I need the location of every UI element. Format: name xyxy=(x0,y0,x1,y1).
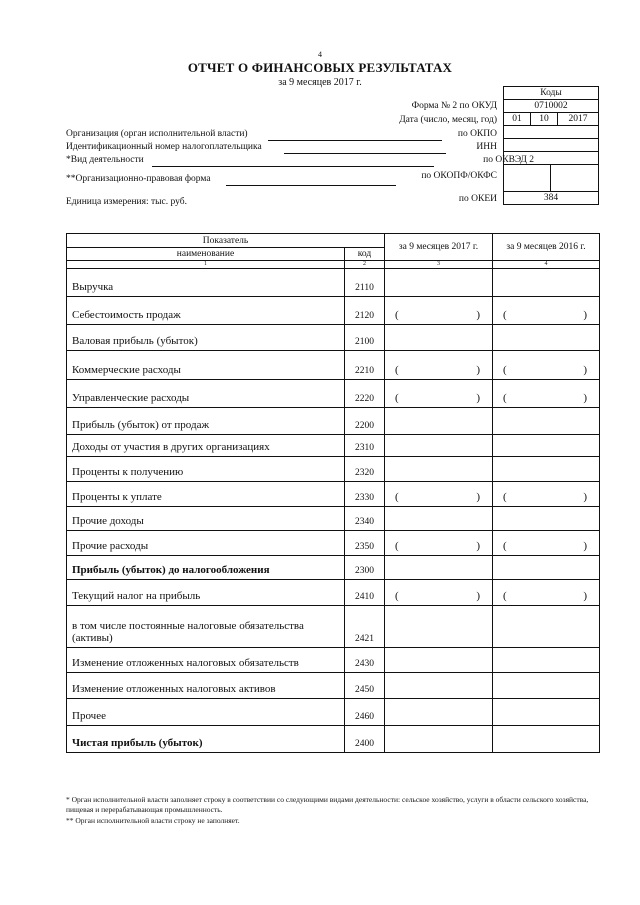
open-paren: ( xyxy=(395,540,399,552)
column-number-3: 3 xyxy=(385,261,493,269)
inn-line xyxy=(284,153,446,154)
close-paren: ) xyxy=(476,392,480,404)
row-code: 2330 xyxy=(345,482,385,507)
value-period2 xyxy=(493,531,600,556)
table-row xyxy=(67,606,600,648)
row-code: 2210 xyxy=(345,351,385,380)
open-paren: ( xyxy=(503,309,507,321)
row-name: Изменение отложенных налоговых обязательств xyxy=(67,648,345,673)
open-paren: ( xyxy=(503,491,507,503)
table-row xyxy=(67,482,600,507)
value-period1 xyxy=(385,726,493,753)
value-period1 xyxy=(385,580,493,606)
row-code: 2200 xyxy=(345,408,385,435)
row-code: 2400 xyxy=(345,726,385,753)
row-code: 2300 xyxy=(345,556,385,580)
value-period1 xyxy=(385,457,493,482)
row-name: Текущий налог на прибыль xyxy=(67,580,345,606)
date-year: 2017 xyxy=(557,112,599,126)
value-period1 xyxy=(385,435,493,457)
code-header: код xyxy=(345,248,385,261)
column-number-4: 4 xyxy=(493,261,600,269)
okei-label: по ОКЕИ xyxy=(458,194,497,204)
value-period2 xyxy=(493,699,600,726)
open-paren: ( xyxy=(503,364,507,376)
row-name: Проценты к уплате xyxy=(67,482,345,507)
report-title: ОТЧЕТ О ФИНАНСОВЫХ РЕЗУЛЬТАТАХ xyxy=(187,60,453,75)
value-period1 xyxy=(385,556,493,580)
value-period1 xyxy=(385,297,493,325)
okpo-label: по ОКПО xyxy=(457,129,497,139)
row-name: Прибыль (убыток) до налогообложения xyxy=(67,556,345,580)
table-row xyxy=(67,297,600,325)
inn-short-label: ИНН xyxy=(476,142,497,152)
table-row xyxy=(67,380,600,408)
legal-form-line xyxy=(226,185,396,186)
value-period2 xyxy=(493,269,600,297)
close-paren: ) xyxy=(583,590,587,602)
row-name: Прочие расходы xyxy=(67,531,345,556)
okopf-label: по ОКОПФ/ОКФС xyxy=(421,171,497,181)
table-row xyxy=(67,580,600,606)
row-code: 2320 xyxy=(345,457,385,482)
open-paren: ( xyxy=(395,491,399,503)
table-row xyxy=(67,325,600,351)
date-day: 01 xyxy=(503,112,531,126)
row-name: Проценты к получению xyxy=(67,457,345,482)
date-month: 10 xyxy=(530,112,558,126)
row-name: Прочие доходы xyxy=(67,507,345,531)
table-row xyxy=(67,673,600,699)
close-paren: ) xyxy=(583,540,587,552)
name-header: наименование xyxy=(67,248,345,261)
value-period2 xyxy=(493,457,600,482)
open-paren: ( xyxy=(395,590,399,602)
row-code: 2450 xyxy=(345,673,385,699)
table-row xyxy=(67,351,600,380)
period1-header: за 9 месяцев 2017 г. xyxy=(385,234,493,261)
value-period1 xyxy=(385,507,493,531)
row-code: 2340 xyxy=(345,507,385,531)
row-name: Валовая прибыль (убыток) xyxy=(67,325,345,351)
okved-label: по ОКВЭД 2 xyxy=(483,155,534,165)
activity-label: *Вид деятельности xyxy=(66,155,144,165)
row-name: в том числе постоянные налоговые обязательства (активы) xyxy=(67,606,345,648)
row-code: 2220 xyxy=(345,380,385,408)
page-number: 4 xyxy=(318,50,322,59)
financial-results-table xyxy=(66,233,600,753)
row-code: 2421 xyxy=(345,606,385,648)
value-period2 xyxy=(493,351,600,380)
okud-code: 0710002 xyxy=(503,99,599,113)
value-period2 xyxy=(493,325,600,351)
value-period2 xyxy=(493,380,600,408)
row-name: Изменение отложенных налоговых активов xyxy=(67,673,345,699)
row-name: Прочее xyxy=(67,699,345,726)
codes-heading: Коды xyxy=(503,86,599,100)
value-period2 xyxy=(493,482,600,507)
row-code: 2410 xyxy=(345,580,385,606)
row-code: 2310 xyxy=(345,435,385,457)
value-period2 xyxy=(493,648,600,673)
close-paren: ) xyxy=(476,364,480,376)
table-row xyxy=(67,531,600,556)
value-period2 xyxy=(493,297,600,325)
close-paren: ) xyxy=(476,309,480,321)
table-row xyxy=(67,726,600,753)
date-label: Дата (число, месяц, год) xyxy=(399,115,497,125)
row-code: 2120 xyxy=(345,297,385,325)
value-period2 xyxy=(493,606,600,648)
table-row xyxy=(67,699,600,726)
row-name: Доходы от участия в других организациях xyxy=(67,435,345,457)
open-paren: ( xyxy=(503,392,507,404)
value-period1 xyxy=(385,325,493,351)
value-period1 xyxy=(385,531,493,556)
open-paren: ( xyxy=(503,590,507,602)
close-paren: ) xyxy=(583,491,587,503)
activity-line xyxy=(152,166,434,167)
value-period1 xyxy=(385,673,493,699)
close-paren: ) xyxy=(476,590,480,602)
column-number-2: 2 xyxy=(345,261,385,269)
table-row xyxy=(67,507,600,531)
report-period: за 9 месяцев 2017 г. xyxy=(278,77,362,88)
inn-code xyxy=(503,138,599,152)
row-code: 2350 xyxy=(345,531,385,556)
close-paren: ) xyxy=(476,540,480,552)
form-label: Форма № 2 по ОКУД xyxy=(411,101,497,111)
value-period2 xyxy=(493,507,600,531)
row-code: 2110 xyxy=(345,269,385,297)
value-period2 xyxy=(493,435,600,457)
organization-line xyxy=(268,140,442,141)
okopf-code xyxy=(503,164,551,192)
value-period2 xyxy=(493,556,600,580)
value-period1 xyxy=(385,648,493,673)
row-code: 2100 xyxy=(345,325,385,351)
value-period1 xyxy=(385,699,493,726)
value-period2 xyxy=(493,673,600,699)
table-row xyxy=(67,648,600,673)
row-name: Себестоимость продаж xyxy=(67,297,345,325)
footnote-1: * Орган исполнительной власти заполняет строку в соответствии со следующими видами деятельности: сельское хозяйство, услуги в области сельского хозяйства, пищевая и перерабатывающая промышленность. xyxy=(66,795,589,814)
footnote-2: ** Орган исполнительной власти строку не заполняет. xyxy=(66,816,240,825)
period2-header: за 9 месяцев 2016 г. xyxy=(493,234,600,261)
table-row xyxy=(67,556,600,580)
value-period1 xyxy=(385,482,493,507)
table-row xyxy=(67,408,600,435)
table-row xyxy=(67,435,600,457)
row-name: Коммерческие расходы xyxy=(67,351,345,380)
unit-label: Единица измерения: тыс. руб. xyxy=(66,197,187,207)
inn-label: Идентификационный номер налогоплательщика xyxy=(66,142,262,152)
row-code: 2460 xyxy=(345,699,385,726)
table-row xyxy=(67,457,600,482)
close-paren: ) xyxy=(583,364,587,376)
value-period1 xyxy=(385,351,493,380)
row-code: 2430 xyxy=(345,648,385,673)
indicator-header: Показатель xyxy=(67,234,385,248)
okfs-code xyxy=(550,164,599,192)
value-period1 xyxy=(385,408,493,435)
close-paren: ) xyxy=(583,392,587,404)
open-paren: ( xyxy=(395,309,399,321)
value-period1 xyxy=(385,380,493,408)
value-period2 xyxy=(493,408,600,435)
legal-form-label: **Организационно-правовая форма xyxy=(66,174,211,184)
organization-label: Организация (орган исполнительной власти) xyxy=(66,129,248,139)
open-paren: ( xyxy=(395,392,399,404)
value-period1 xyxy=(385,606,493,648)
okpo-code xyxy=(503,125,599,139)
value-period2 xyxy=(493,580,600,606)
column-number-1: 1 xyxy=(67,261,345,269)
value-period1 xyxy=(385,269,493,297)
close-paren: ) xyxy=(583,309,587,321)
open-paren: ( xyxy=(503,540,507,552)
row-name: Выручка xyxy=(67,269,345,297)
open-paren: ( xyxy=(395,364,399,376)
row-name: Чистая прибыль (убыток) xyxy=(67,726,345,753)
table-row xyxy=(67,269,600,297)
value-period2 xyxy=(493,726,600,753)
okei-code: 384 xyxy=(503,191,599,205)
row-name: Прибыль (убыток) от продаж xyxy=(67,408,345,435)
row-name: Управленческие расходы xyxy=(67,380,345,408)
close-paren: ) xyxy=(476,491,480,503)
